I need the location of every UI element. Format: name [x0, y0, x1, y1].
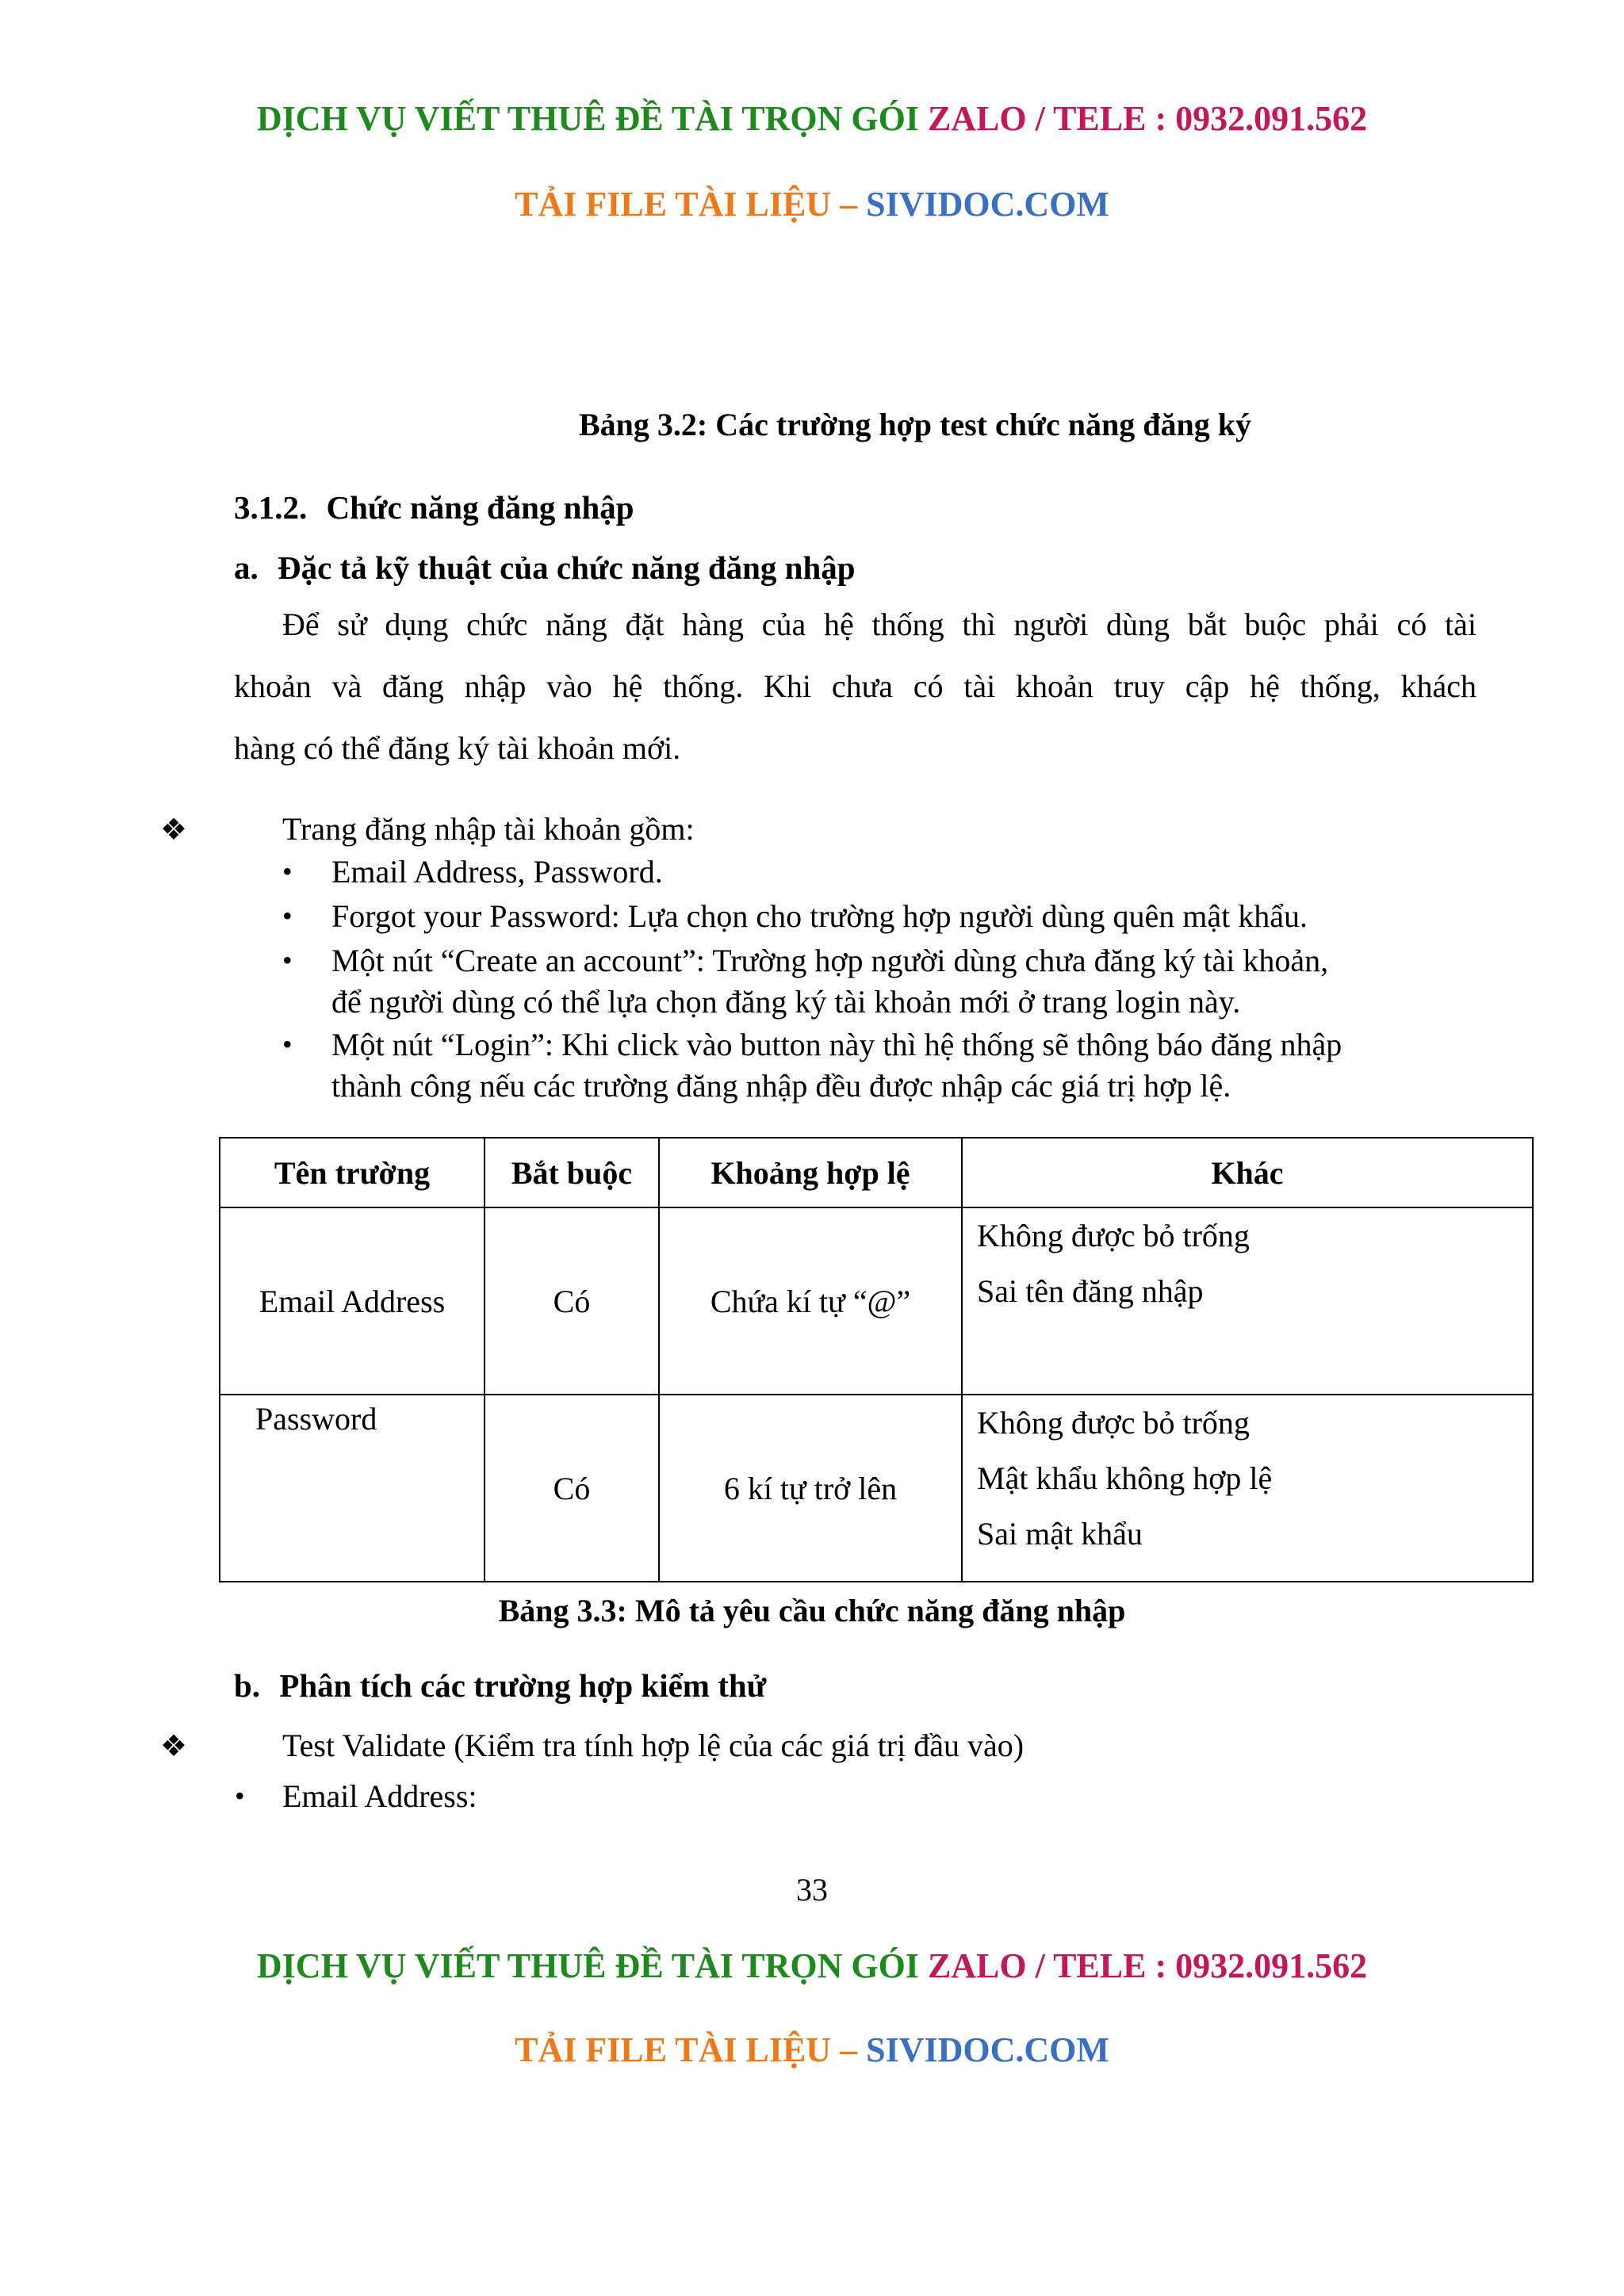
subheading-a-title: Đặc tả kỹ thuật của chức năng đăng nhập — [278, 549, 856, 586]
cell-other-line: Không được bỏ trống — [977, 1218, 1250, 1253]
bullet-text: Forgot your Password: Lựa chọn cho trường hợp người dùng quên mật khẩu. — [331, 898, 1308, 934]
page-number: 33 — [796, 1872, 828, 1908]
caption-table-3-2: Bảng 3.2: Các trường hợp test chức năng đăng ký — [579, 407, 1251, 442]
banner-site-link[interactable]: SIVIDOC.COM — [866, 2030, 1109, 2069]
subheading-a-label: a. — [234, 549, 259, 586]
cell-other-line: Sai tên đăng nhập — [977, 1273, 1204, 1309]
cell-other-line: Sai mật khẩu — [977, 1516, 1143, 1552]
intro-line-2: khoản và đăng nhập vào hệ thống. Khi chưa có tài khoản truy cập hệ thống, khách — [234, 668, 1477, 704]
banner-service-text: DỊCH VỤ VIẾT THUÊ ĐỀ TÀI TRỌN GÓI — [256, 99, 919, 138]
cell-required: Có — [485, 1395, 659, 1582]
subheading-b — [234, 1667, 766, 1705]
bullet-dot-icon: • — [282, 1028, 293, 1060]
bullet-text-continued: thành công nếu các trường đăng nhập đều được nhập các giá trị hợp lệ. — [331, 1068, 1231, 1104]
bullet-dot-icon: • — [282, 855, 293, 887]
banner-download-text: TẢI FILE TÀI LIỆU – — [515, 185, 858, 224]
test-validate-heading: Test Validate (Kiểm tra tính hợp lệ của các giá trị đầu vào) — [282, 1728, 1025, 1763]
caption-table-3-3: Bảng 3.3: Mô tả yêu cầu chức năng đăng nhập — [498, 1593, 1126, 1628]
cell-field: Email Address — [220, 1207, 485, 1395]
header-other: Khác — [962, 1138, 1533, 1207]
bullet-dot-icon: • — [235, 1780, 245, 1812]
intro-line-1: Để sử dụng chức năng đặt hàng của hệ thống thì người dùng bắt buộc phải có tài — [282, 607, 1477, 642]
cell-other-line: Không được bỏ trống — [977, 1405, 1250, 1441]
bullet-text: Một nút “Create an account”: Trường hợp người dùng chưa đăng ký tài khoản, — [331, 943, 1329, 978]
banner-service-text: DỊCH VỤ VIẾT THUÊ ĐỀ TÀI TRỌN GÓI — [256, 1946, 919, 1985]
cell-range: Chứa kí tự “@” — [659, 1207, 962, 1395]
header-required: Bắt buộc — [485, 1138, 659, 1207]
section-number: 3.1.2. — [234, 489, 308, 526]
bullet-text-continued: để người dùng có thể lựa chọn đăng ký tài khoản mới ở trang login này. — [331, 984, 1241, 1020]
section-title: Chức năng đăng nhập — [326, 489, 634, 526]
header-valid-range: Khoảng hợp lệ — [659, 1138, 962, 1207]
table-row — [220, 1395, 1533, 1582]
intro-line-3: hàng có thể đăng ký tài khoản mới. — [234, 730, 681, 766]
cell-other-line: Mật khẩu không hợp lệ — [977, 1460, 1273, 1496]
footer-banner-download — [0, 2030, 1624, 2070]
login-page-heading: Trang đăng nhập tài khoản gồm: — [282, 811, 695, 847]
email-address-bullet: Email Address: — [282, 1778, 477, 1814]
banner-download-text: TẢI FILE TÀI LIỆU – — [515, 2030, 858, 2069]
bullet-text: Email Address, Password. — [331, 854, 663, 890]
footer-banner-service — [0, 1946, 1624, 1986]
table-row — [220, 1207, 1533, 1395]
banner-contact-text: ZALO / TELE : 0932.091.562 — [927, 99, 1368, 138]
bullet-text: Một nút “Login”: Khi click vào button này thì hệ thống sẽ thông báo đăng nhập — [331, 1027, 1342, 1062]
banner-contact-text: ZALO / TELE : 0932.091.562 — [927, 1946, 1368, 1985]
subheading-b-title: Phân tích các trường hợp kiểm thử — [279, 1667, 767, 1704]
banner-site-link[interactable]: SIVIDOC.COM — [866, 185, 1109, 224]
subheading-a — [234, 549, 856, 587]
bullet-dot-icon: • — [282, 944, 293, 976]
cell-field: Password — [220, 1395, 485, 1582]
cell-range: 6 kí tự trở lên — [659, 1395, 962, 1582]
diamond-bullet-icon: ❖ — [160, 813, 188, 847]
login-requirements-table — [219, 1137, 1534, 1582]
section-heading — [234, 488, 634, 526]
cell-other — [962, 1207, 1533, 1395]
cell-other — [962, 1395, 1533, 1582]
cell-required: Có — [485, 1207, 659, 1395]
header-field-name: Tên trường — [220, 1138, 485, 1207]
header-banner-download — [0, 184, 1624, 224]
bullet-dot-icon: • — [282, 900, 293, 932]
table-header-row — [220, 1138, 1533, 1207]
diamond-bullet-icon: ❖ — [160, 1730, 188, 1763]
header-banner-service — [0, 98, 1624, 139]
subheading-b-label: b. — [234, 1667, 261, 1704]
